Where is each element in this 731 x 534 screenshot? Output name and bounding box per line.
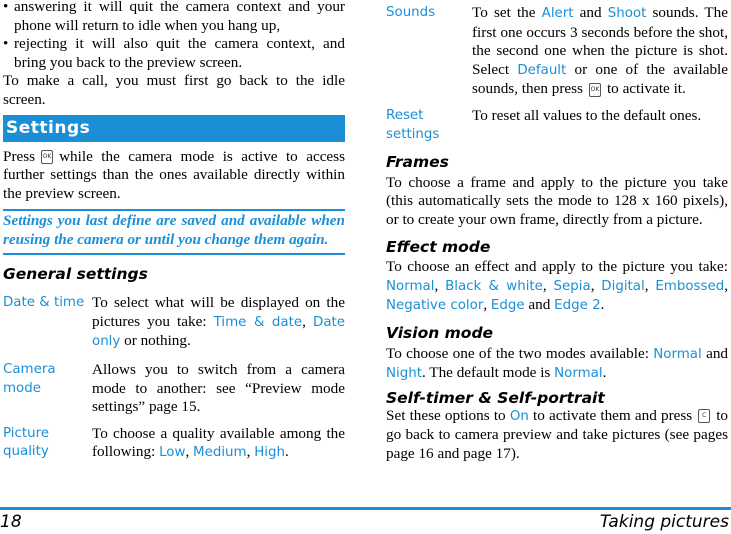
row-sounds [386,4,728,99]
settings-banner: Settings [3,115,345,142]
call-paragraph: To make a call, you must first go back to the idle screen. [3,72,345,108]
frames-heading: Frames [386,153,449,172]
left-column [3,0,345,463]
vision-mode-text: To choose one of the two modes available: Normal and Night. The default mode is Normal. [386,344,729,382]
row-reset-settings [386,107,728,144]
row-camera-mode [3,361,345,417]
effect-mode-heading: Effect mode [386,237,491,256]
general-settings-heading: General settings [3,264,148,283]
term-sounds: Sounds [386,5,436,20]
term-date-time: Date & time [3,295,85,311]
camera-key-icon: C [698,409,710,423]
vision-mode-heading: Vision mode [386,323,494,342]
def-date-time: To select what will be displayed on the pictures you take: Time & date, Date only or nothing. [92,294,346,350]
bullet-rejecting: • rejecting it will also quit the camera context, and bring you back to the preview screen. [3,35,345,71]
settings-note: Settings you last define are saved and available when reusing the camera or until you change them again. [3,209,345,254]
frames-text: To choose a frame and apply to the picture you take (this automatically sets the mode to 128 x 160 pixels), or to create your own frame, directly from a picture. [386,173,728,228]
bullet-answering: • answering it will quit the camera context and your phone will return to idle when you hang up, [3,0,345,34]
footer-rule [0,507,731,510]
effect-mode-text: To choose an effect and apply to the picture you take: Normal, Black & white, Sepia, Digital, Embossed, Negative color, Edge and Edge 2. [386,258,729,314]
section-title: Taking pictures [599,512,729,532]
def-picture-quality: To choose a quality available among the following: Low, Medium, High. [92,424,345,461]
ok-key-icon: OK [589,83,601,97]
term-reset-settings: Reset settings [386,107,440,142]
right-column [386,4,728,463]
self-timer-text: Set these options to On to activate them and press C to go back to camera preview and take pictures (see pages page 16 and page 17). [386,406,729,462]
term-camera-mode: Camera mode [3,361,56,396]
def-reset-settings: To reset all values to the default ones. [472,106,702,124]
def-camera-mode: Allows you to switch from a camera mode to another: see “Preview mode settings” page 15. [92,360,345,416]
row-date-time [3,294,345,352]
page-number: 18 [0,512,22,532]
ok-key-icon: OK [41,150,53,164]
row-picture-quality [3,425,345,463]
press-paragraph: Press OK while the camera mode is active to access further settings than the ones available directly within the preview screen. [3,147,345,202]
def-sounds: To set the Alert and Shoot sounds. The first one occurs 3 seconds before the shot, the second one when the picture is shot. Select Default or one of the available sounds, then press OK to activate it. [472,4,729,98]
term-picture-quality: Picture quality [3,425,50,460]
self-timer-heading: Self-timer & Self-portrait [386,388,605,407]
